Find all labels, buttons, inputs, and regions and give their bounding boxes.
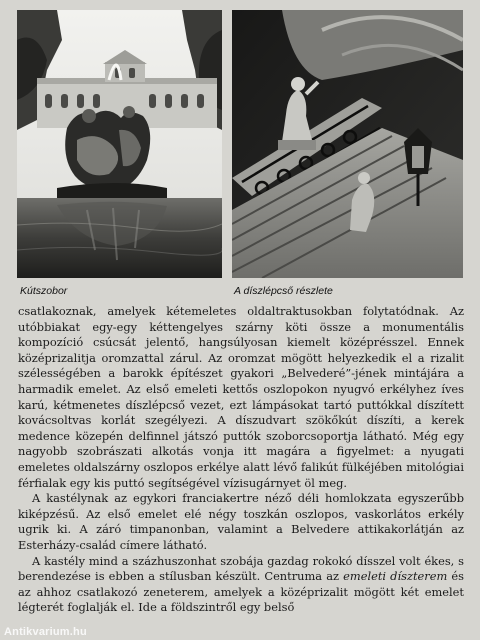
paragraph-interior-part-1: A kastély mind a százhuszonhat szobája gazdag rokokó dísszel volt ékes, s berendezése is ebben a stílusban készült. Centruma az xyxy=(18,553,464,584)
caption-fountain-sculpture: Kútszobor xyxy=(20,285,68,297)
emphasis-ceremonial-hall: emeleti díszterem xyxy=(343,569,448,584)
watermark: Antikvarium.hu xyxy=(4,626,87,638)
staircase-detail-image xyxy=(232,10,463,278)
paragraph-south-facade: A kastélynak az egykori franciakertre néző déli homlokzata egyszerűbb kiképzésű. Az első emelet elé négy toszkán oszlopos, vaskorlátos erkély ugrik ki. A záró timpanonban, valamint a Belvedere attikakorlátján az Esterházy-család címere látható. xyxy=(18,491,464,552)
fountain-sculpture-photo xyxy=(17,10,222,278)
paragraph-interior-part-2: és az ahhoz csatlakozó zeneterem, amelyek a középrizalit mögött két emelet légterét foglalják el. Ide a földszintről egy belső xyxy=(18,569,464,615)
fountain-sculpture-image xyxy=(17,10,222,278)
article-body xyxy=(18,304,464,616)
paragraph-courtyard: csatlakoznak, amelyek kétemeletes oldaltraktusokban folytatódnak. Az utóbbiakat egy-egy kéttengelyes szárny köti össze a monumentális kompozíció csúcsát jelentő, hangsúlyosan kiemelt középrésszel. Ennek középrizalitja oromzattal zárul. Az oromzat mögött helyezkedik el a rizalit szélességében a barokk építészet gyakori „Belvederé”-jének mintájára a harmadik emelet. Az első emeleti kettős oszlopokon nyugvó erkélyhez íves karú, kétmenetes díszlépcső vezet, ezt lámpásokat tartó puttókkal díszített kovácsoltvas korlát szegélyezi. A díszudvart szökőkút díszíti, a kerek medence közepén delfinnel játszó puttók szoborcsoportja látható. Még egy nagyobb szobrászati alkotás vonja itt magára a figyelmet: a nyugati emeletes oldalszárny oszlopos erkélye alatt lévő falikút fülkéjében mitológiai férfialak egy kis puttó segítségével vízisugárnyet öl meg. xyxy=(18,304,464,490)
staircase-detail-photo xyxy=(232,10,463,278)
paragraph-interior xyxy=(18,554,464,616)
caption-staircase-detail: A díszlépcső részlete xyxy=(234,285,333,297)
